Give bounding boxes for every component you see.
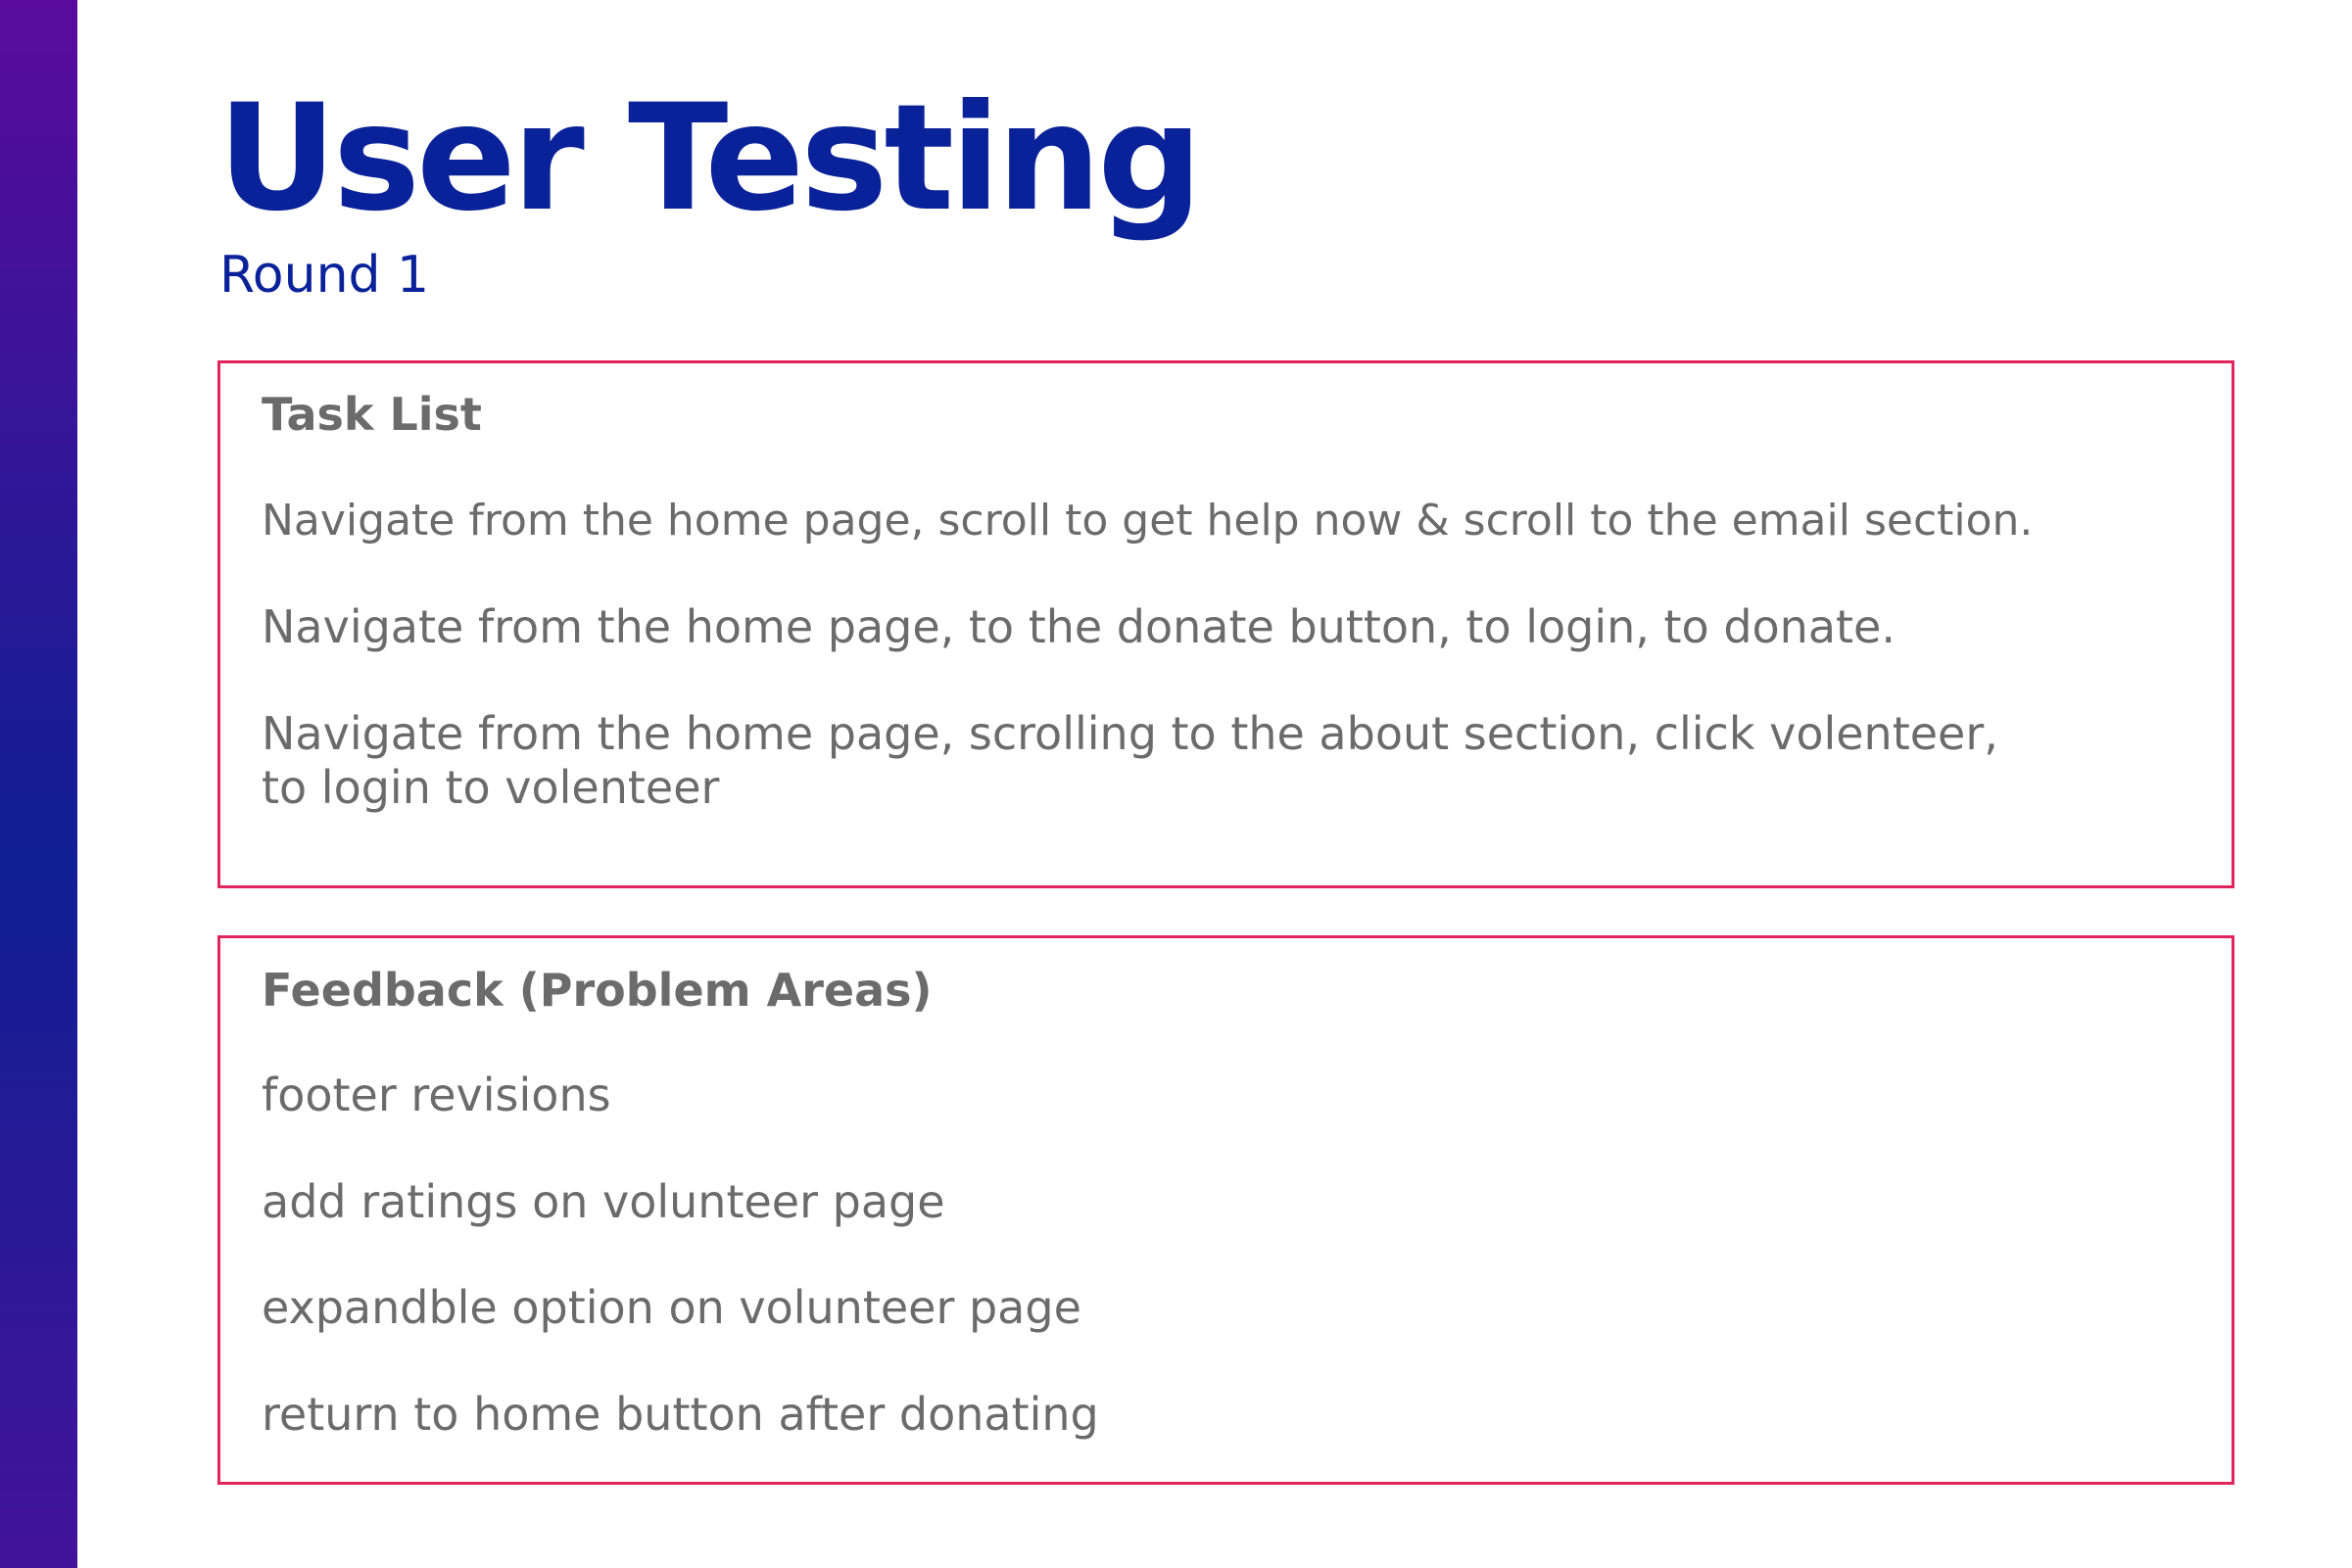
task-item-3-line-1: Navigate from the home page, scrolling to the about section, click volenteer, [262, 707, 1998, 760]
feedback-item-2: add ratings on volunteer page [262, 1175, 945, 1228]
task-item-1: Navigate from the home page, scroll to get help now & scroll to the email section. [262, 496, 2034, 546]
page-title: User Testing [217, 73, 1199, 244]
feedback-heading: Feedback (Problem Areas) [262, 964, 933, 1017]
task-item-2: Navigate from the home page, to the donate button, to login, to donate. [262, 600, 1896, 653]
page-subtitle: Round 1 [219, 246, 430, 305]
task-list-card [217, 360, 2234, 888]
task-item-3-line-2: to login to volenteer [262, 761, 720, 814]
feedback-card [217, 935, 2234, 1485]
feedback-item-1: footer revisions [262, 1069, 611, 1121]
task-list-heading: Task List [262, 388, 482, 441]
feedback-item-3: expandble option on volunteer page [262, 1281, 1081, 1334]
side-accent-bar [0, 0, 77, 1568]
feedback-item-4: return to home button after donating [262, 1388, 1099, 1441]
